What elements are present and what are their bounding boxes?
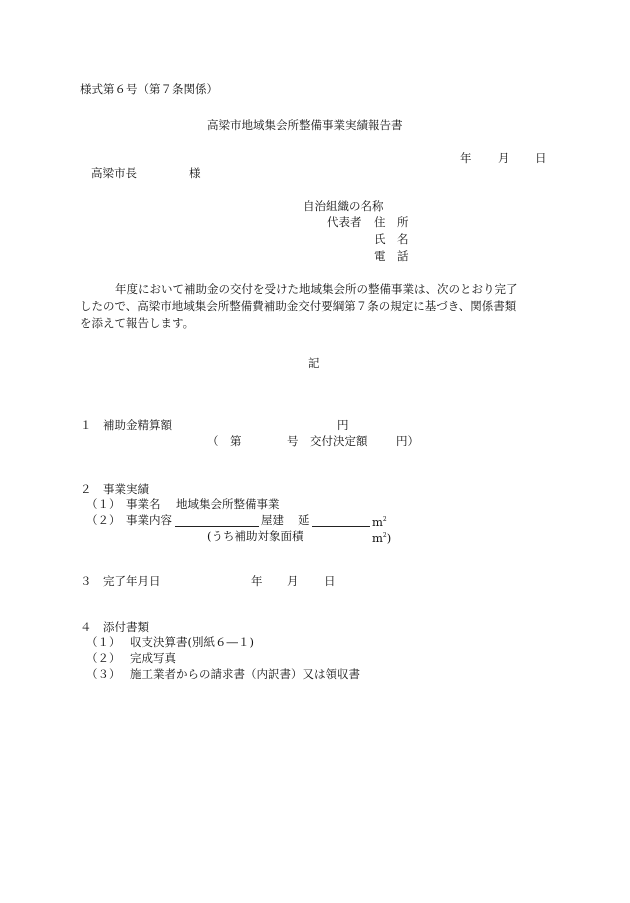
area-unit-m: m (372, 515, 383, 529)
area-underline (312, 513, 370, 527)
subsidy-area-unit (372, 529, 391, 545)
subsidy-area-unit-squared: 2 (382, 532, 387, 539)
section2-number: ２ (80, 482, 92, 496)
body-line: 年度において補助金の交付を受けた地域集会所の整備事業は、次のとおり完了 (115, 282, 518, 296)
address-label: 住 所 (374, 215, 409, 229)
decision-amount-close: 円） (396, 434, 419, 448)
subsidy-area-label: (うち補助対象面積 (207, 529, 304, 543)
section3-number: ３ (80, 574, 92, 588)
decision-amount-label: 号 交付決定額 (287, 434, 368, 448)
section4-label: 添付書類 (103, 620, 149, 634)
body-line: したので、高梁市地域集会所整備費補助金交付要綱第７条の規定に基づき、関係書類 (80, 299, 517, 313)
completion-month: 月 (287, 574, 299, 588)
addressee-honorific: 様 (189, 166, 201, 180)
attachment-text: 完成写真 (130, 651, 176, 665)
subsidy-area-unit-m: m (372, 531, 383, 545)
decision-number-open: （ 第 (207, 434, 242, 448)
blank-underline (175, 513, 259, 527)
area-unit (372, 513, 387, 529)
attachment-number: （１） (86, 635, 121, 649)
addressee-name: 高梁市長 (91, 166, 137, 180)
section4-number: ４ (80, 620, 92, 634)
org-name-label: 自治組織の名称 (303, 199, 384, 213)
attachment-text: 施工業者からの請求書（内訳書）又は領収書 (130, 667, 360, 681)
section2-label: 事業実績 (103, 482, 149, 496)
date-month: 月 (498, 151, 510, 165)
name-label: 氏 名 (374, 232, 409, 246)
attachment-number: （３） (86, 667, 121, 681)
form-number: 様式第６号（第７条関係） (80, 82, 218, 96)
building-type-label: 屋建 (261, 513, 284, 527)
attachment-number: （２） (86, 651, 121, 665)
item1-label: 事業名 (126, 497, 161, 511)
section1-unit: 円 (337, 418, 349, 432)
completion-year: 年 (251, 574, 263, 588)
section1-label: 補助金精算額 (103, 418, 172, 432)
subsidy-area-close: ) (386, 531, 392, 545)
item1-number: （１） (86, 497, 121, 511)
attachment-text: 収支決算書(別紙６―１) (130, 635, 254, 649)
phone-label: 電 話 (374, 249, 409, 263)
section1-number: １ (80, 418, 92, 432)
section3-label: 完了年月日 (103, 574, 161, 588)
completion-day: 日 (324, 574, 336, 588)
item1-value: 地域集会所整備事業 (176, 497, 280, 511)
ki-heading: 記 (308, 356, 320, 370)
item2-number: （２） (86, 513, 121, 527)
area-unit-squared: 2 (382, 516, 387, 523)
date-year: 年 (460, 151, 472, 165)
item2-label: 事業内容 (126, 513, 172, 527)
document-title: 高梁市地域集会所整備事業実績報告書 (207, 118, 403, 132)
total-floor-label: 延 (298, 513, 310, 527)
body-line: を添えて報告します。 (80, 316, 195, 330)
date-day: 日 (535, 151, 547, 165)
representative-label: 代表者 (327, 215, 362, 229)
